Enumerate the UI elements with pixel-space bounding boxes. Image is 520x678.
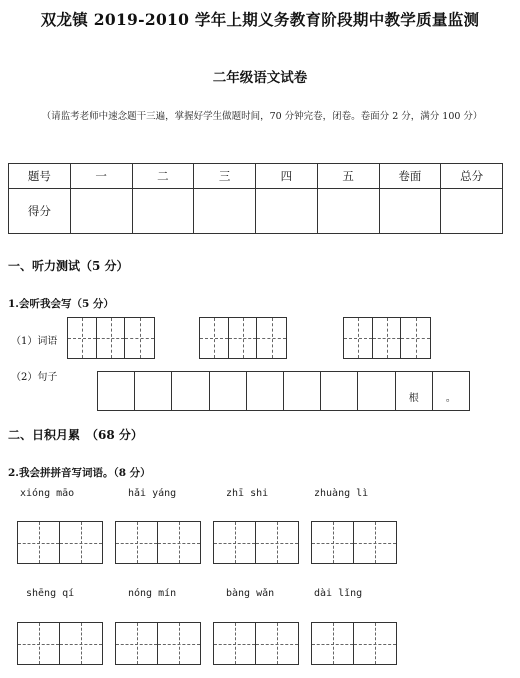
pinyin-label: nóng mín (128, 588, 177, 599)
writing-grid (115, 622, 201, 665)
writing-grid (199, 317, 287, 359)
writing-grid (311, 521, 397, 564)
sentence-cell: 。 (445, 393, 456, 404)
score-value-cell (256, 189, 318, 234)
sentence-writing-row (97, 371, 470, 411)
sentence-cell (284, 372, 321, 410)
score-header-cell: 一 (70, 164, 132, 189)
score-header-cell: 五 (317, 164, 379, 189)
score-header-cell: 总分 (441, 164, 503, 189)
writing-grid (17, 622, 103, 665)
sentence-cell (358, 372, 395, 410)
pinyin-label: xióng māo (20, 488, 75, 499)
score-header-cell: 题号 (9, 164, 71, 189)
score-header-cell: 二 (132, 164, 194, 189)
score-header-cell: 卷面 (379, 164, 441, 189)
score-value-cell (70, 189, 132, 234)
question-2-title: 2.我会拼拼音写词语。（8 分） (8, 467, 151, 479)
pinyin-label: zhī shi (226, 488, 269, 499)
writing-grid (67, 317, 155, 359)
sentence-label: （2）句子 (11, 372, 58, 383)
score-value-cell (317, 189, 379, 234)
writing-grid (311, 622, 397, 665)
pinyin-label: dài lǐng (314, 588, 363, 599)
writing-grid (213, 622, 299, 665)
score-value-cell (441, 189, 503, 234)
score-header-cell: 四 (256, 164, 318, 189)
sentence-cell (98, 372, 135, 410)
sentence-cell (210, 372, 247, 410)
sentence-cell (172, 372, 209, 410)
score-header-cell: 三 (194, 164, 256, 189)
writing-grid (343, 317, 431, 359)
score-value-cell (132, 189, 194, 234)
sentence-cell: 根 (396, 372, 433, 410)
pinyin-label: hǎi yáng (128, 488, 177, 499)
sentence-cell (247, 372, 284, 410)
pinyin-label: shēng qí (26, 588, 75, 599)
exam-subtitle: 二年级语文试卷 (212, 70, 308, 86)
score-value-cell (194, 189, 256, 234)
exam-title: 双龙镇 2019-2010 学年上期义务教育阶段期中教学质量监测 (40, 10, 480, 29)
score-row-label: 得分 (9, 189, 71, 234)
section-1-title: 一、听力测试（5 分） (8, 259, 129, 273)
exam-instructions: （请监考老师中速念题干三遍，掌握好学生做题时间，70 分钟完卷，闭卷。卷面分 2 分，满分 100 分） (41, 111, 483, 122)
pinyin-label: bàng wǎn (226, 588, 275, 599)
sentence-cell (321, 372, 358, 410)
writing-grid (17, 521, 103, 564)
sentence-cell (135, 372, 172, 410)
section-2-title: 二、日积月累 （68 分） (8, 428, 143, 442)
score-table (8, 163, 503, 234)
writing-grid (213, 521, 299, 564)
pinyin-label: zhuàng lì (314, 488, 369, 499)
words-label: （1）词语 (11, 336, 58, 347)
question-1-title: 1.会听我会写（5 分） (8, 298, 114, 310)
score-value-cell (379, 189, 441, 234)
score-table-value-row (9, 189, 503, 234)
score-table-header-row (9, 164, 503, 189)
writing-grid (115, 521, 201, 564)
